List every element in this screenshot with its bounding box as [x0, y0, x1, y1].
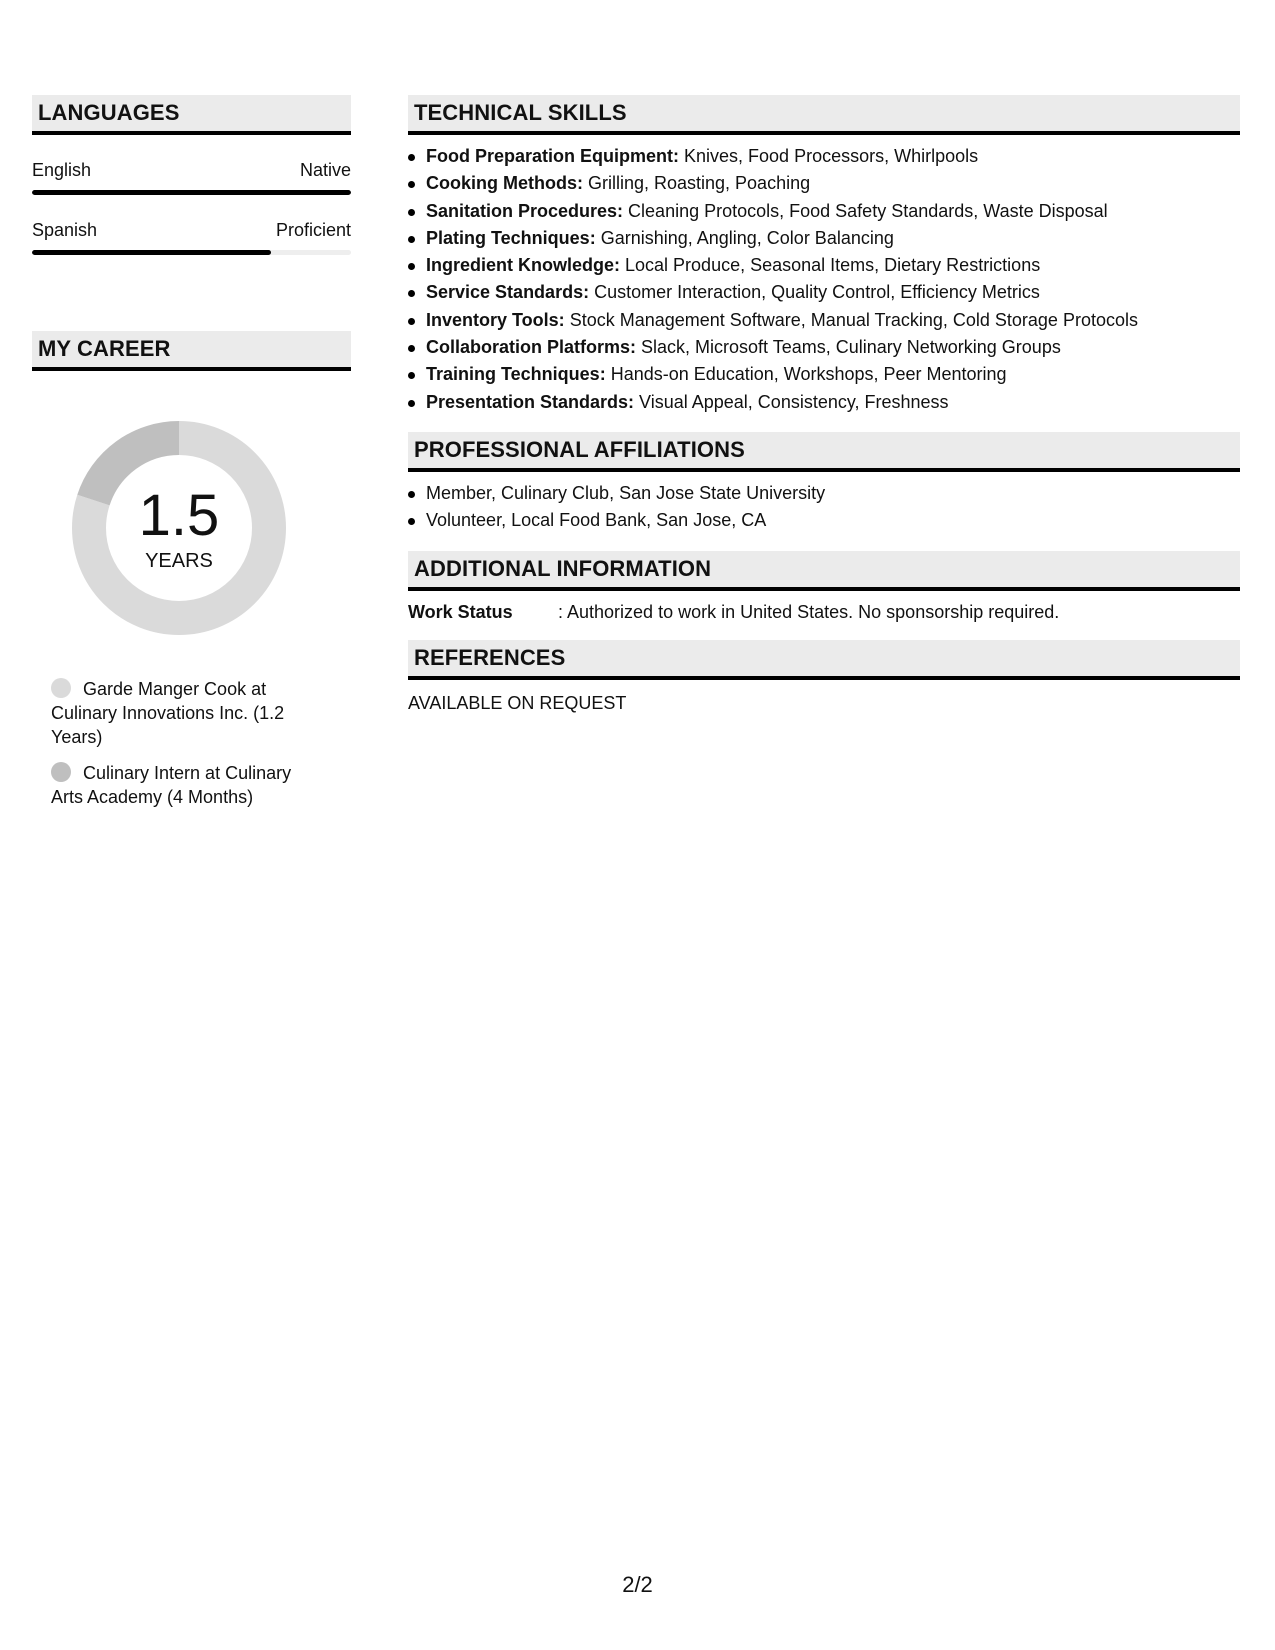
- skill-item: [408, 170, 1240, 197]
- language-proficiency-bar: [32, 250, 351, 255]
- right-column: [408, 95, 1240, 715]
- skill-item: [408, 143, 1240, 170]
- technical-skills-list: [408, 143, 1240, 416]
- skill-title: Sanitation Procedures:: [426, 200, 624, 221]
- work-status-row: [408, 600, 1240, 624]
- skill-title: Service Standards:: [426, 282, 590, 303]
- language-name: Spanish: [32, 220, 98, 240]
- skill-title: Collaboration Platforms:: [426, 337, 637, 358]
- skill-item: [408, 361, 1240, 388]
- skill-detail: Local Produce, Seasonal Items, Dietary Restrictions: [620, 255, 1041, 276]
- career-legend: [32, 677, 292, 809]
- career-entry: [51, 677, 292, 749]
- language-item: [32, 219, 351, 255]
- skill-title: Food Preparation Equipment:: [426, 146, 680, 166]
- skill-title: Ingredient Knowledge:: [426, 255, 621, 276]
- additional-info-header: [408, 551, 1240, 591]
- career-entry-label: Culinary Intern at Culinary Arts Academy (4 Months): [51, 763, 292, 807]
- skill-detail: Grilling, Roasting, Poaching: [582, 173, 811, 194]
- skill-item: [408, 225, 1240, 252]
- work-status-label: Work Status: [408, 601, 513, 622]
- affiliations-title: PROFESSIONAL AFFILIATIONS: [414, 436, 745, 462]
- skill-title: Presentation Standards:: [426, 391, 635, 412]
- skill-detail: Hands-on Education, Workshops, Peer Mentoring: [605, 364, 1007, 385]
- career-title: MY CAREER: [38, 336, 171, 361]
- skill-detail: Garnishing, Angling, Color Balancing: [595, 227, 894, 248]
- career-section: [32, 331, 351, 809]
- references-text: AVAILABLE ON REQUEST: [408, 692, 627, 713]
- language-level: Proficient: [275, 220, 351, 240]
- skill-detail: Customer Interaction, Quality Control, Efficiency Metrics: [589, 282, 1040, 303]
- career-header: [32, 331, 351, 371]
- language-level: Native: [299, 160, 351, 180]
- language-proficiency-fill: [32, 250, 271, 255]
- career-donut-chart: [66, 415, 292, 641]
- career-entry-label: Garde Manger Cook at Culinary Innovations Inc. (1.2 Years): [51, 679, 285, 747]
- career-entry: [51, 761, 292, 809]
- skill-detail: Slack, Microsoft Teams, Culinary Networking Groups: [636, 337, 1061, 358]
- languages-title: LANGUAGES: [38, 100, 180, 125]
- skill-item: [408, 279, 1240, 306]
- additional-info-section: [408, 551, 1240, 624]
- references-section: [408, 640, 1240, 715]
- language-proficiency-bar: [32, 190, 351, 195]
- affiliations-list: [408, 480, 1240, 535]
- affiliations-section: [408, 432, 1240, 535]
- skill-title: Training Techniques:: [426, 364, 606, 385]
- skill-title: Inventory Tools:: [426, 309, 565, 330]
- skill-item: [408, 307, 1240, 334]
- additional-info-title: ADDITIONAL INFORMATION: [414, 555, 712, 581]
- affiliations-header: [408, 432, 1240, 472]
- career-total-value: 1.5: [138, 483, 220, 548]
- references-header: [408, 640, 1240, 680]
- page-number: 2/2: [622, 1572, 653, 1597]
- skill-detail: Visual Appeal, Consistency, Freshness: [634, 391, 949, 412]
- languages-header: [32, 95, 351, 135]
- legend-dot-icon: [51, 762, 71, 782]
- skill-detail: Knives, Food Processors, Whirlpools: [679, 146, 979, 166]
- languages-section: [32, 95, 351, 255]
- technical-skills-section: [408, 95, 1240, 416]
- language-proficiency-fill: [32, 190, 351, 195]
- skill-title: Plating Techniques:: [426, 227, 596, 248]
- technical-skills-header: [408, 95, 1240, 135]
- language-item: [32, 159, 351, 195]
- skill-detail: Cleaning Protocols, Food Safety Standards, Waste Disposal: [623, 200, 1108, 221]
- skill-detail: Stock Management Software, Manual Tracking, Cold Storage Protocols: [564, 309, 1138, 330]
- skill-title: Cooking Methods:: [426, 173, 583, 194]
- legend-dot-icon: [51, 678, 71, 698]
- references-title: REFERENCES: [414, 644, 566, 670]
- work-status-value: : Authorized to work in United States. No sponsorship required.: [558, 601, 1060, 622]
- skill-item: [408, 334, 1240, 361]
- skill-item: [408, 252, 1240, 279]
- affiliation-item: Member, Culinary Club, San Jose State University: [408, 480, 1240, 507]
- career-total-unit: YEARS: [145, 550, 213, 572]
- language-name: English: [32, 160, 92, 180]
- skill-item: [408, 198, 1240, 225]
- affiliation-item: Volunteer, Local Food Bank, San Jose, CA: [408, 507, 1240, 534]
- left-column: [32, 95, 351, 821]
- technical-skills-title: TECHNICAL SKILLS: [414, 100, 627, 125]
- skill-item: [408, 389, 1240, 416]
